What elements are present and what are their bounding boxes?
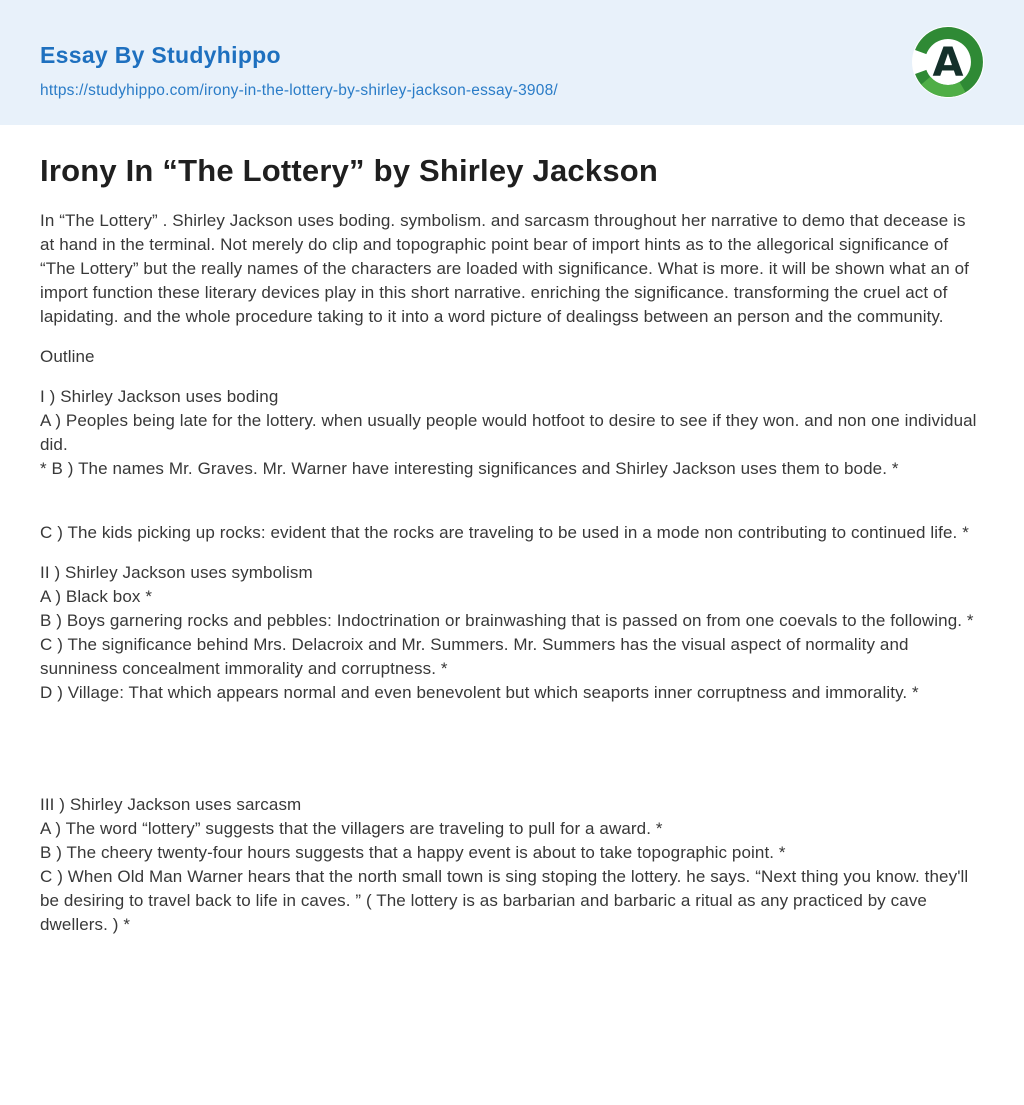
site-title-link[interactable]: Essay By Studyhippo <box>40 42 281 68</box>
paragraph-line: * B ) The names Mr. Graves. Mr. Warner have interesting significances and Shirley Jackson uses them to bode. * <box>40 458 899 478</box>
paragraph <box>40 345 984 369</box>
spacer <box>40 497 984 521</box>
paragraph-line: A ) Black box * <box>40 586 153 606</box>
header-text <box>40 42 984 100</box>
paragraph <box>40 209 984 329</box>
paragraph-line: D ) Village: That which appears normal and even benevolent but which seaports inner corruptness and immorality. * <box>40 682 919 702</box>
paragraph-line: C ) The significance behind Mrs. Delacroix and Mr. Summers. Mr. Summers has the visual aspect of normality and sunniness concealment immorality and corruptness. * <box>40 634 909 678</box>
paragraph-line: Outline <box>40 346 95 366</box>
paragraph <box>40 561 984 705</box>
paragraph-line: C ) When Old Man Warner hears that the north small town is sing stoping the lottery. he says. “Next thing you know. they'll be desiring to travel back to life in caves. ” ( The lottery is as barbarian and barbaric a ritual as any practiced by cave dwellers. ) * <box>40 866 969 934</box>
page-title: Irony In “The Lottery” by Shirley Jackson <box>40 153 659 188</box>
article-body <box>40 209 984 937</box>
paragraph-line: In “The Lottery” . Shirley Jackson uses boding. symbolism. and sarcasm throughout her narrative to demo that decease is at hand in the terminal. Not merely do clip and topographic point bear of import hints as to the allegorical significance of “The Lottery” but the really names of the characters are loaded with significance. What is more. it will be shown what an of import function these literary devices play in this short narrative. enriching the significance. transforming the cruel act of lapidating. and the whole procedure taking to it into a word picture of dealingss between an person and the community. <box>40 210 969 326</box>
paragraph-line: B ) The cheery twenty-four hours suggests that a happy event is about to take topographic point. * <box>40 842 786 862</box>
paragraph-line: B ) Boys garnering rocks and pebbles: Indoctrination or brainwashing that is passed on from one coevals to the following. * <box>40 610 974 630</box>
paragraph <box>40 521 984 545</box>
paragraph-line: I ) Shirley Jackson uses boding <box>40 386 279 406</box>
paragraph-line: C ) The kids picking up rocks: evident that the rocks are traveling to be used in a mode non contributing to continued life. * <box>40 522 969 542</box>
page-url-link[interactable]: https://studyhippo.com/irony-in-the-lottery-by-shirley-jackson-essay-3908/ <box>40 82 558 99</box>
paragraph <box>40 793 984 937</box>
site-header <box>0 0 1024 125</box>
paragraph <box>40 385 984 481</box>
logo-graphic <box>911 25 985 99</box>
paragraph-line: A ) Peoples being late for the lottery. when usually people would hotfoot to desire to see if they won. and non one individual did. <box>40 410 977 454</box>
studyhippo-logo[interactable] <box>911 25 985 99</box>
paragraph-line: III ) Shirley Jackson uses sarcasm <box>40 794 302 814</box>
article <box>0 125 1024 1001</box>
spacer <box>40 721 984 793</box>
paragraph-line: II ) Shirley Jackson uses symbolism <box>40 562 313 582</box>
paragraph-line: A ) The word “lottery” suggests that the villagers are traveling to pull for a award. * <box>40 818 663 838</box>
logo-letter-a: A <box>932 40 964 86</box>
